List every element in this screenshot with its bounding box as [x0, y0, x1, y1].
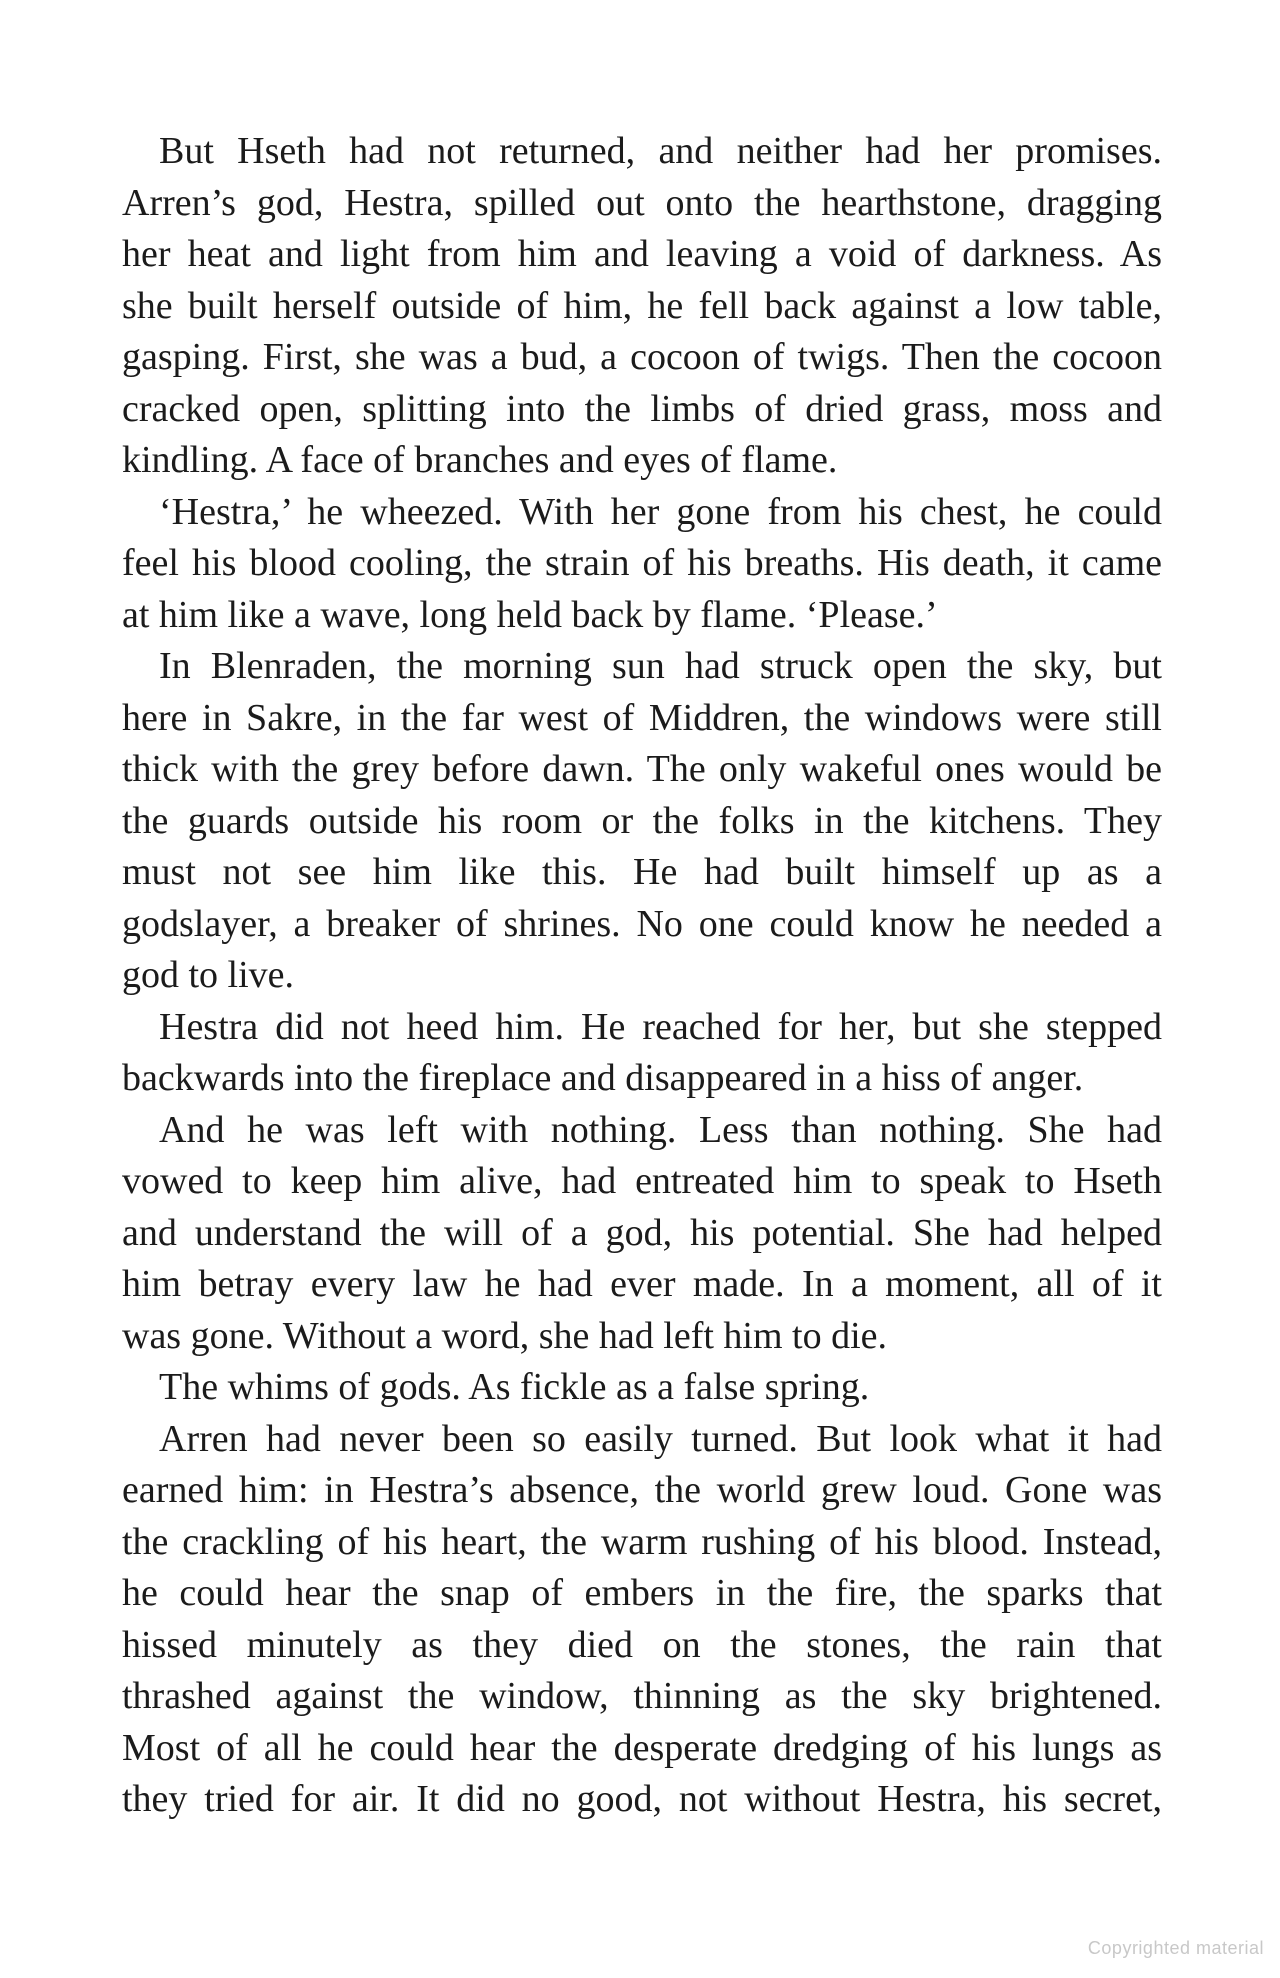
paragraph: [122, 126, 1162, 487]
text-line: here in Sakre, in the far west of Middren, the windows were still: [122, 696, 1162, 739]
text-line: kindling. A face of branches and eyes of flame.: [122, 439, 838, 481]
text-line: the guards outside his room or the folks in the kitchens. They: [122, 799, 1162, 842]
text-line: was gone. Without a word, she had left him to die.: [122, 1314, 888, 1357]
text-line: god to live.: [122, 954, 295, 996]
text-line: her heat and light from him and leaving a void of darkness. As: [122, 233, 1162, 275]
text-line: him betray every law he had ever made. In a moment, all of it: [122, 1263, 1162, 1305]
copyright-watermark: Copyrighted material: [1087, 1938, 1264, 1958]
text-line: feel his blood cooling, the strain of his breaths. His death, it came: [122, 542, 1162, 584]
text-line: the crackling of his heart, the warm rushing of his blood. Instead,: [122, 1520, 1162, 1563]
text-line: at him like a wave, long held back by flame. ‘Please.’: [122, 593, 938, 636]
paragraph: [122, 1105, 1162, 1363]
paragraph: [122, 487, 1162, 642]
text-block: [122, 126, 1162, 1826]
text-line: vowed to keep him alive, had entreated him to speak to Hseth: [122, 1160, 1162, 1202]
paragraph: [122, 1362, 1162, 1414]
text-line: Arren had never been so easily turned. But look what it had: [159, 1417, 1162, 1460]
text-line: And he was left with nothing. Less than nothing. She had: [159, 1108, 1162, 1151]
text-line: hissed minutely as they died on the stones, the rain that: [122, 1623, 1162, 1666]
text-line: thrashed against the window, thinning as the sky brightened.: [122, 1675, 1162, 1717]
text-line: godslayer, a breaker of shrines. No one could know he needed a: [122, 902, 1162, 945]
paragraph: [122, 1414, 1162, 1826]
text-line: gasping. First, she was a bud, a cocoon of twigs. Then the cocoon: [122, 336, 1162, 378]
paragraph: [122, 641, 1162, 1002]
text-line: she built herself outside of him, he fell back against a low table,: [122, 284, 1162, 327]
text-line: earned him: in Hestra’s absence, the world grew loud. Gone was: [122, 1469, 1162, 1511]
text-line: In Blenraden, the morning sun had struck open the sky, but: [159, 645, 1162, 687]
text-line: Hestra did not heed him. He reached for her, but she stepped: [159, 1005, 1162, 1048]
text-line: cracked open, splitting into the limbs of dried grass, moss and: [122, 387, 1162, 430]
text-line: The whims of gods. As fickle as a false spring.: [159, 1366, 870, 1408]
text-line: they tried for air. It did no good, not without Hestra, his secret,: [122, 1778, 1162, 1820]
text-line: Arren’s god, Hestra, spilled out onto the hearthstone, dragging: [122, 181, 1162, 224]
text-line: ‘Hestra,’ he wheezed. With her gone from his chest, he could: [159, 490, 1162, 533]
text-line: must not see him like this. He had built himself up as a: [122, 851, 1162, 893]
text-line: and understand the will of a god, his potential. She had helped: [122, 1211, 1162, 1254]
paragraph: [122, 1002, 1162, 1105]
text-line: But Hseth had not returned, and neither had her promises.: [159, 130, 1162, 172]
text-line: thick with the grey before dawn. The only wakeful ones would be: [122, 748, 1162, 790]
text-line: backwards into the fireplace and disappeared in a hiss of anger.: [122, 1057, 1084, 1099]
text-line: he could hear the snap of embers in the fire, the sparks that: [122, 1572, 1162, 1614]
text-line: Most of all he could hear the desperate dredging of his lungs as: [122, 1726, 1162, 1769]
